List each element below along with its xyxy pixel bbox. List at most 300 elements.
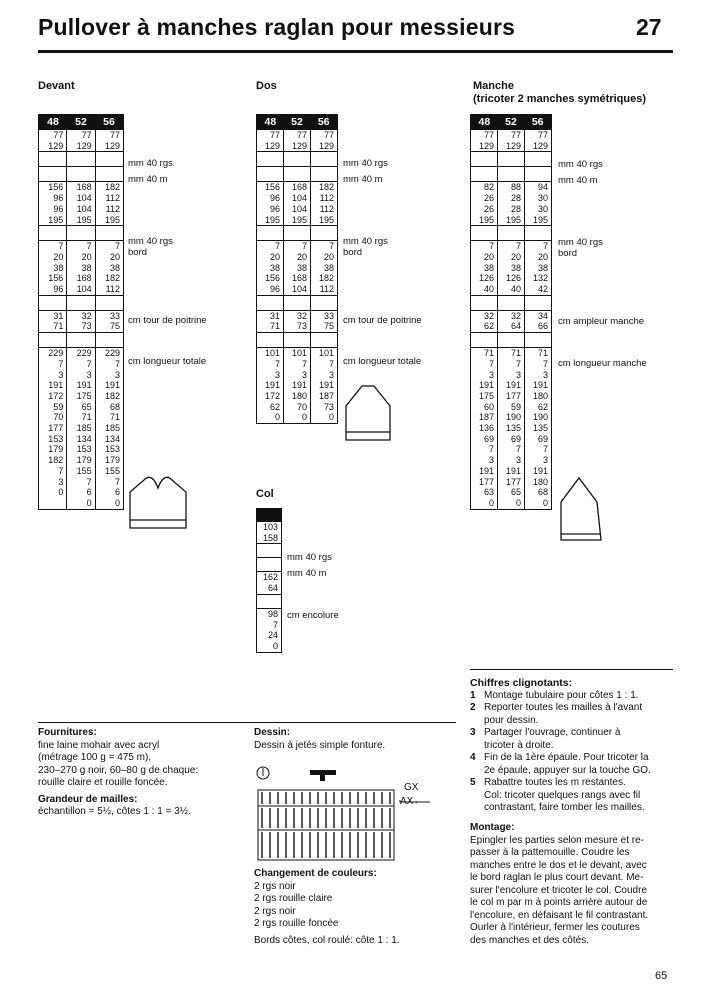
manche-subheading: (tricoter 2 manches symétriques) <box>473 93 647 105</box>
cell-value: 38 <box>269 262 280 273</box>
cell-value: 135 <box>532 423 548 434</box>
cell-value: 191 <box>104 380 120 391</box>
cell-value: 20 <box>296 251 307 262</box>
table-cell <box>257 167 283 181</box>
cell-value: 77 <box>269 130 280 140</box>
dessin-line: Dessin à jetés simple fonture. <box>254 739 386 751</box>
table-cell <box>497 333 524 347</box>
manche-label-longueur: cm longueur manche <box>558 358 647 369</box>
cell-value: 62 <box>483 321 494 332</box>
cell-value: 38 <box>510 262 521 273</box>
couleurs-line: 2 rgs rouille foncée <box>254 918 339 929</box>
table-cell <box>66 130 94 151</box>
section-rule-left <box>38 722 456 723</box>
table-cell <box>471 167 497 181</box>
table-cell <box>95 226 123 240</box>
cell-value: 0 <box>328 412 334 423</box>
cell-value: 73 <box>323 401 334 412</box>
cell-value: 88 <box>510 182 521 193</box>
cell-value <box>284 167 307 178</box>
cell-value: 153 <box>48 433 64 444</box>
table-cell <box>524 167 551 181</box>
table-cell <box>39 130 66 151</box>
cell-value: 182 <box>104 273 120 284</box>
table-row <box>257 225 337 240</box>
cell-value: 129 <box>478 140 494 151</box>
cell-value: 38 <box>537 262 548 273</box>
cell-value <box>39 296 63 307</box>
cell-value: 7 <box>515 241 521 252</box>
table-row <box>257 151 337 166</box>
chiffres-item-text: Montage tubulaire pour côtes 1 : 1. <box>484 689 639 701</box>
table-cell <box>497 348 524 509</box>
table-cell <box>95 241 123 295</box>
cell-value: 77 <box>483 130 494 140</box>
cell-value: 180 <box>532 476 548 487</box>
cell-value <box>257 333 280 344</box>
cell-value: 0 <box>301 412 307 423</box>
cell-value: 71 <box>109 412 120 423</box>
montage-line: Ourler à l'intérieur, fermer les coutures <box>470 922 640 933</box>
cell-value: 96 <box>269 193 280 204</box>
table-row <box>39 181 123 225</box>
cell-value: 28 <box>510 203 521 214</box>
cell-value: 7 <box>542 358 548 369</box>
cell-value: 20 <box>483 251 494 262</box>
table-row <box>257 608 281 652</box>
cell-value: 156 <box>264 182 280 193</box>
cell-value: 71 <box>510 348 521 359</box>
cell-value: 190 <box>505 412 521 423</box>
cell-value: 180 <box>291 390 307 401</box>
cell-value <box>39 226 63 237</box>
chiffres-item-line <box>470 702 680 715</box>
cell-value: 7 <box>301 241 307 252</box>
cell-value: 185 <box>76 423 92 434</box>
cell-value: 6 <box>114 487 120 498</box>
montage-heading: Montage: <box>470 822 515 833</box>
cell-value: 7 <box>301 358 307 369</box>
table-cell <box>524 348 551 509</box>
cell-value: 77 <box>537 130 548 140</box>
cell-value <box>96 226 120 237</box>
table-row <box>257 129 337 151</box>
table-cell <box>471 182 497 225</box>
cell-value: 64 <box>267 583 278 594</box>
chiffres-item-line: tricoter à droite. <box>484 739 554 751</box>
cell-value: 177 <box>505 390 521 401</box>
cell-value: 77 <box>53 130 64 140</box>
cell-value: 195 <box>264 214 280 225</box>
cell-value: 129 <box>532 140 548 151</box>
montage-line: Epingler les parties selon mesure et re- <box>470 834 644 846</box>
cell-value: 3 <box>274 369 280 380</box>
table-cell <box>310 333 337 347</box>
cell-value: 7 <box>58 241 64 252</box>
montage-line: passer à la pattemouille. Coudre les <box>470 847 630 858</box>
table-cell <box>497 226 524 240</box>
cell-value: 129 <box>505 140 521 151</box>
cell-value: 73 <box>81 321 92 332</box>
title-rule <box>38 50 673 53</box>
cell-value: 156 <box>264 273 280 284</box>
table-row <box>257 310 337 332</box>
cell-value <box>67 226 91 237</box>
chiffres-heading: Chiffres clignotants: <box>470 677 573 689</box>
size-header <box>471 115 551 129</box>
cell-value: 132 <box>532 273 548 284</box>
cell-value: 172 <box>48 390 64 401</box>
cell-value: 126 <box>478 273 494 284</box>
table-cell <box>257 226 283 240</box>
table-cell <box>310 167 337 181</box>
table-cell <box>497 311 524 332</box>
chiffres-item-line: 2e épaule, appuyer sur la touche GO. <box>484 764 651 776</box>
dos-schematic <box>344 380 392 444</box>
cell-value: 162 <box>262 572 278 583</box>
cell-value: 179 <box>76 455 92 466</box>
cell-value: 40 <box>510 284 521 295</box>
cell-value: 191 <box>264 380 280 391</box>
cell-value <box>257 226 280 237</box>
table-row <box>257 166 337 181</box>
manche-label-bord: bord <box>558 248 578 259</box>
cell-value: 129 <box>104 140 120 151</box>
devant-label-poitrine: cm tour de poitrine <box>128 315 207 326</box>
table-cell <box>310 241 337 295</box>
cell-value <box>525 167 548 178</box>
cell-value <box>311 296 334 307</box>
cell-value: 3 <box>515 455 521 466</box>
table-cell <box>66 348 94 509</box>
cell-value: 3 <box>515 369 521 380</box>
cell-value: 195 <box>532 214 548 225</box>
cell-value: 185 <box>104 423 120 434</box>
cell-value: 3 <box>114 369 120 380</box>
montage-line: le col m par m à points arrière autour de <box>470 897 648 908</box>
cell-value: 0 <box>114 497 120 508</box>
cell-value: 65 <box>510 487 521 498</box>
table-cell <box>471 296 497 310</box>
table-row <box>471 332 551 347</box>
cell-value: 182 <box>104 182 120 193</box>
table-cell <box>497 241 524 295</box>
cell-value: 3 <box>488 369 494 380</box>
devant-schematic <box>126 470 190 532</box>
table-cell <box>66 333 94 347</box>
devant-label-rgs: mm 40 rgs <box>128 158 173 169</box>
table-cell <box>283 333 310 347</box>
cell-value: 69 <box>510 433 521 444</box>
table-cell <box>39 241 66 295</box>
cell-value: 59 <box>53 401 64 412</box>
fournitures-line: rouille claire et rouille foncée. <box>38 777 168 788</box>
cell-value <box>525 333 548 344</box>
cell-value: 195 <box>318 214 334 225</box>
table-row <box>257 332 337 347</box>
cell-value <box>311 167 334 178</box>
cell-value: 195 <box>76 214 92 225</box>
cell-value: 158 <box>262 532 278 543</box>
cell-value: 75 <box>323 321 334 332</box>
table-cell <box>524 182 551 225</box>
table-cell <box>66 167 94 181</box>
table-cell <box>257 152 283 166</box>
cell-value <box>39 167 63 178</box>
devant-label-rgs-bord: mm 40 rgs <box>128 236 173 247</box>
fournitures-line: fine laine mohair avec acryl <box>38 739 160 751</box>
cell-value <box>96 333 120 344</box>
table-row <box>471 181 551 225</box>
table-row <box>257 543 281 557</box>
size-header <box>39 115 123 129</box>
cell-value: 7 <box>272 619 278 630</box>
chiffres-item-number: 5 <box>470 777 476 788</box>
montage-line: surer l'encolure et tricoter le col. Coudre <box>470 884 647 896</box>
table-cell <box>257 544 281 557</box>
cell-value: 20 <box>109 251 120 262</box>
table-row <box>257 295 337 310</box>
table-cell <box>39 182 66 225</box>
cell-value: 33 <box>323 310 334 321</box>
cell-value: 34 <box>537 310 548 321</box>
chiffres-item-number: 1 <box>470 689 476 701</box>
table-row <box>471 225 551 240</box>
cell-value: 20 <box>323 251 334 262</box>
cell-value <box>525 152 548 163</box>
cell-value: 126 <box>505 273 521 284</box>
cell-value <box>284 152 307 163</box>
cell-value: 38 <box>296 262 307 273</box>
manche-label-rgs-bord: mm 40 rgs <box>558 237 603 248</box>
cell-value: 156 <box>48 273 64 284</box>
cell-value: 134 <box>104 433 120 444</box>
cell-value: 7 <box>114 476 120 487</box>
table-row <box>39 151 123 166</box>
table-cell <box>283 348 310 423</box>
size-label: 56 <box>317 116 330 128</box>
table-cell <box>95 311 123 332</box>
cell-value: 7 <box>274 241 280 252</box>
cell-value: 182 <box>318 182 334 193</box>
col-table <box>256 508 282 653</box>
table-cell <box>257 595 281 608</box>
table-row <box>39 310 123 332</box>
table-cell <box>471 333 497 347</box>
size-label: 56 <box>531 116 544 128</box>
size-label: 56 <box>103 116 115 128</box>
cell-value: 177 <box>478 476 494 487</box>
cell-value: 136 <box>478 423 494 434</box>
col-label-encolure: cm encolure <box>287 610 339 621</box>
table-cell <box>66 311 94 332</box>
cell-value: 26 <box>483 193 494 204</box>
cell-value: 33 <box>109 310 120 321</box>
cell-value <box>471 226 494 237</box>
cell-value: 30 <box>537 193 548 204</box>
devant-label-m: mm 40 m <box>128 174 168 185</box>
table-cell <box>471 152 497 166</box>
cell-value: 7 <box>328 241 334 252</box>
cell-value: 73 <box>296 321 307 332</box>
cell-value <box>471 296 494 307</box>
cell-value: 96 <box>53 193 64 204</box>
table-cell <box>497 130 524 151</box>
cell-value: 7 <box>488 241 494 252</box>
dos-label-poitrine: cm tour de poitrine <box>343 315 422 326</box>
table-cell <box>95 296 123 310</box>
cell-value: 175 <box>478 390 494 401</box>
table-cell <box>95 167 123 181</box>
table-cell <box>497 167 524 181</box>
cell-value: 112 <box>319 284 334 295</box>
cell-value: 0 <box>86 497 92 508</box>
grandeur-heading: Grandeur de mailles: <box>38 793 138 805</box>
cell-value: 101 <box>264 348 280 359</box>
cell-value: 129 <box>291 140 307 151</box>
table-cell <box>257 182 283 225</box>
devant-heading: Devant <box>38 80 75 92</box>
cell-value: 104 <box>76 284 92 295</box>
table-row <box>39 225 123 240</box>
cell-value: 3 <box>58 369 64 380</box>
chiffres-item-line: Col: tricoter quelques rangs avec fil <box>484 789 641 801</box>
cell-value: 3 <box>542 369 548 380</box>
cell-value <box>311 333 334 344</box>
cell-value: 177 <box>505 476 521 487</box>
cell-value: 179 <box>104 455 120 466</box>
cell-value: 112 <box>319 193 334 204</box>
table-cell <box>66 226 94 240</box>
montage-line: des manches et des côtés. <box>470 934 589 946</box>
table-row <box>257 594 281 608</box>
cell-value: 104 <box>76 203 92 214</box>
cell-value: 3 <box>542 455 548 466</box>
cell-value: 24 <box>267 630 278 641</box>
table-row <box>39 347 123 509</box>
cell-value: 195 <box>48 214 64 225</box>
cell-value <box>257 296 280 307</box>
manche-label-ampleur: cm ampleur manche <box>558 316 645 327</box>
cell-value: 129 <box>264 140 280 151</box>
cell-value: 31 <box>269 310 280 321</box>
table-cell <box>39 226 66 240</box>
couleurs-heading: Changement de couleurs: <box>254 868 377 879</box>
manche-schematic <box>557 474 605 544</box>
cell-value: 179 <box>48 444 64 455</box>
table-row <box>471 240 551 295</box>
devant-label-longueur: cm longueur totale <box>128 356 207 367</box>
cell-value: 0 <box>274 412 280 423</box>
table-cell <box>310 348 337 423</box>
chiffres-item-line <box>470 727 680 740</box>
gx-label: GX <box>404 782 419 793</box>
size-label: 48 <box>47 116 59 128</box>
cell-value <box>257 152 280 163</box>
table-cell <box>66 241 94 295</box>
table-cell <box>310 296 337 310</box>
table-cell <box>95 182 123 225</box>
manche-table <box>470 114 552 510</box>
table-cell <box>39 152 66 166</box>
table-row <box>257 181 337 225</box>
table-cell <box>497 152 524 166</box>
table-cell <box>66 182 94 225</box>
chiffres-item-line: contrastant, faire tomber les mailles. <box>484 802 645 813</box>
cell-value: 71 <box>537 348 548 359</box>
cell-value <box>284 296 307 307</box>
chiffres-section <box>470 677 680 815</box>
cell-value: 191 <box>318 380 334 391</box>
cell-value: 191 <box>478 465 494 476</box>
cell-value: 7 <box>542 444 548 455</box>
cell-value <box>39 333 63 344</box>
cell-value: 75 <box>109 321 120 332</box>
cell-value: 59 <box>510 401 521 412</box>
cell-value: 20 <box>269 251 280 262</box>
table-cell <box>257 333 283 347</box>
chiffres-item-text: Partager l'ouvrage, continuer à <box>484 727 621 738</box>
table-cell <box>310 182 337 225</box>
cell-value: 191 <box>76 380 92 391</box>
cell-value: 3 <box>301 369 307 380</box>
cell-value: 66 <box>537 321 548 332</box>
chiffres-item-line <box>470 777 680 790</box>
cell-value: 104 <box>291 284 307 295</box>
size-label: 48 <box>264 116 277 128</box>
cell-value: 71 <box>483 348 494 359</box>
cell-value: 103 <box>262 522 278 532</box>
cell-value: 187 <box>318 390 334 401</box>
cell-value: 191 <box>48 380 64 391</box>
chiffres-item-number: 3 <box>470 727 476 738</box>
cell-value: 191 <box>532 380 548 391</box>
cell-value <box>96 167 120 178</box>
page-title: Pullover à manches raglan pour messieurs <box>38 14 516 40</box>
couleurs-line: 2 rgs noir <box>254 905 296 917</box>
couleurs-line: 2 rgs noir <box>254 880 296 892</box>
cell-value: 7 <box>86 476 92 487</box>
size-label: 52 <box>291 116 303 128</box>
cell-value: 7 <box>328 358 334 369</box>
table-cell <box>283 152 310 166</box>
cell-value: 168 <box>291 273 307 284</box>
table-cell <box>257 572 281 593</box>
cell-value: 168 <box>291 182 307 193</box>
table-cell <box>524 241 551 295</box>
dos-heading: Dos <box>256 80 277 92</box>
table-cell <box>257 241 283 295</box>
table-row <box>471 347 551 509</box>
chiffres-item-number: 4 <box>470 752 476 763</box>
cell-value: 32 <box>483 310 494 321</box>
cell-value <box>96 152 120 163</box>
cell-value: 0 <box>488 497 494 508</box>
dessin-heading: Dessin: <box>254 727 291 738</box>
dos-label-rgs-bord: mm 40 rgs <box>343 236 388 247</box>
chiffres-item-text: Reporter toutes les mailles à l'avant <box>484 702 643 713</box>
cell-value: 187 <box>478 412 494 423</box>
cell-value: 30 <box>537 203 548 214</box>
cell-value <box>257 544 278 557</box>
cell-value: 63 <box>483 487 494 498</box>
table-cell <box>471 348 497 509</box>
devant-table <box>38 114 124 510</box>
cell-value: 32 <box>510 310 521 321</box>
table-cell <box>66 296 94 310</box>
table-cell <box>524 311 551 332</box>
col-header <box>257 509 281 521</box>
